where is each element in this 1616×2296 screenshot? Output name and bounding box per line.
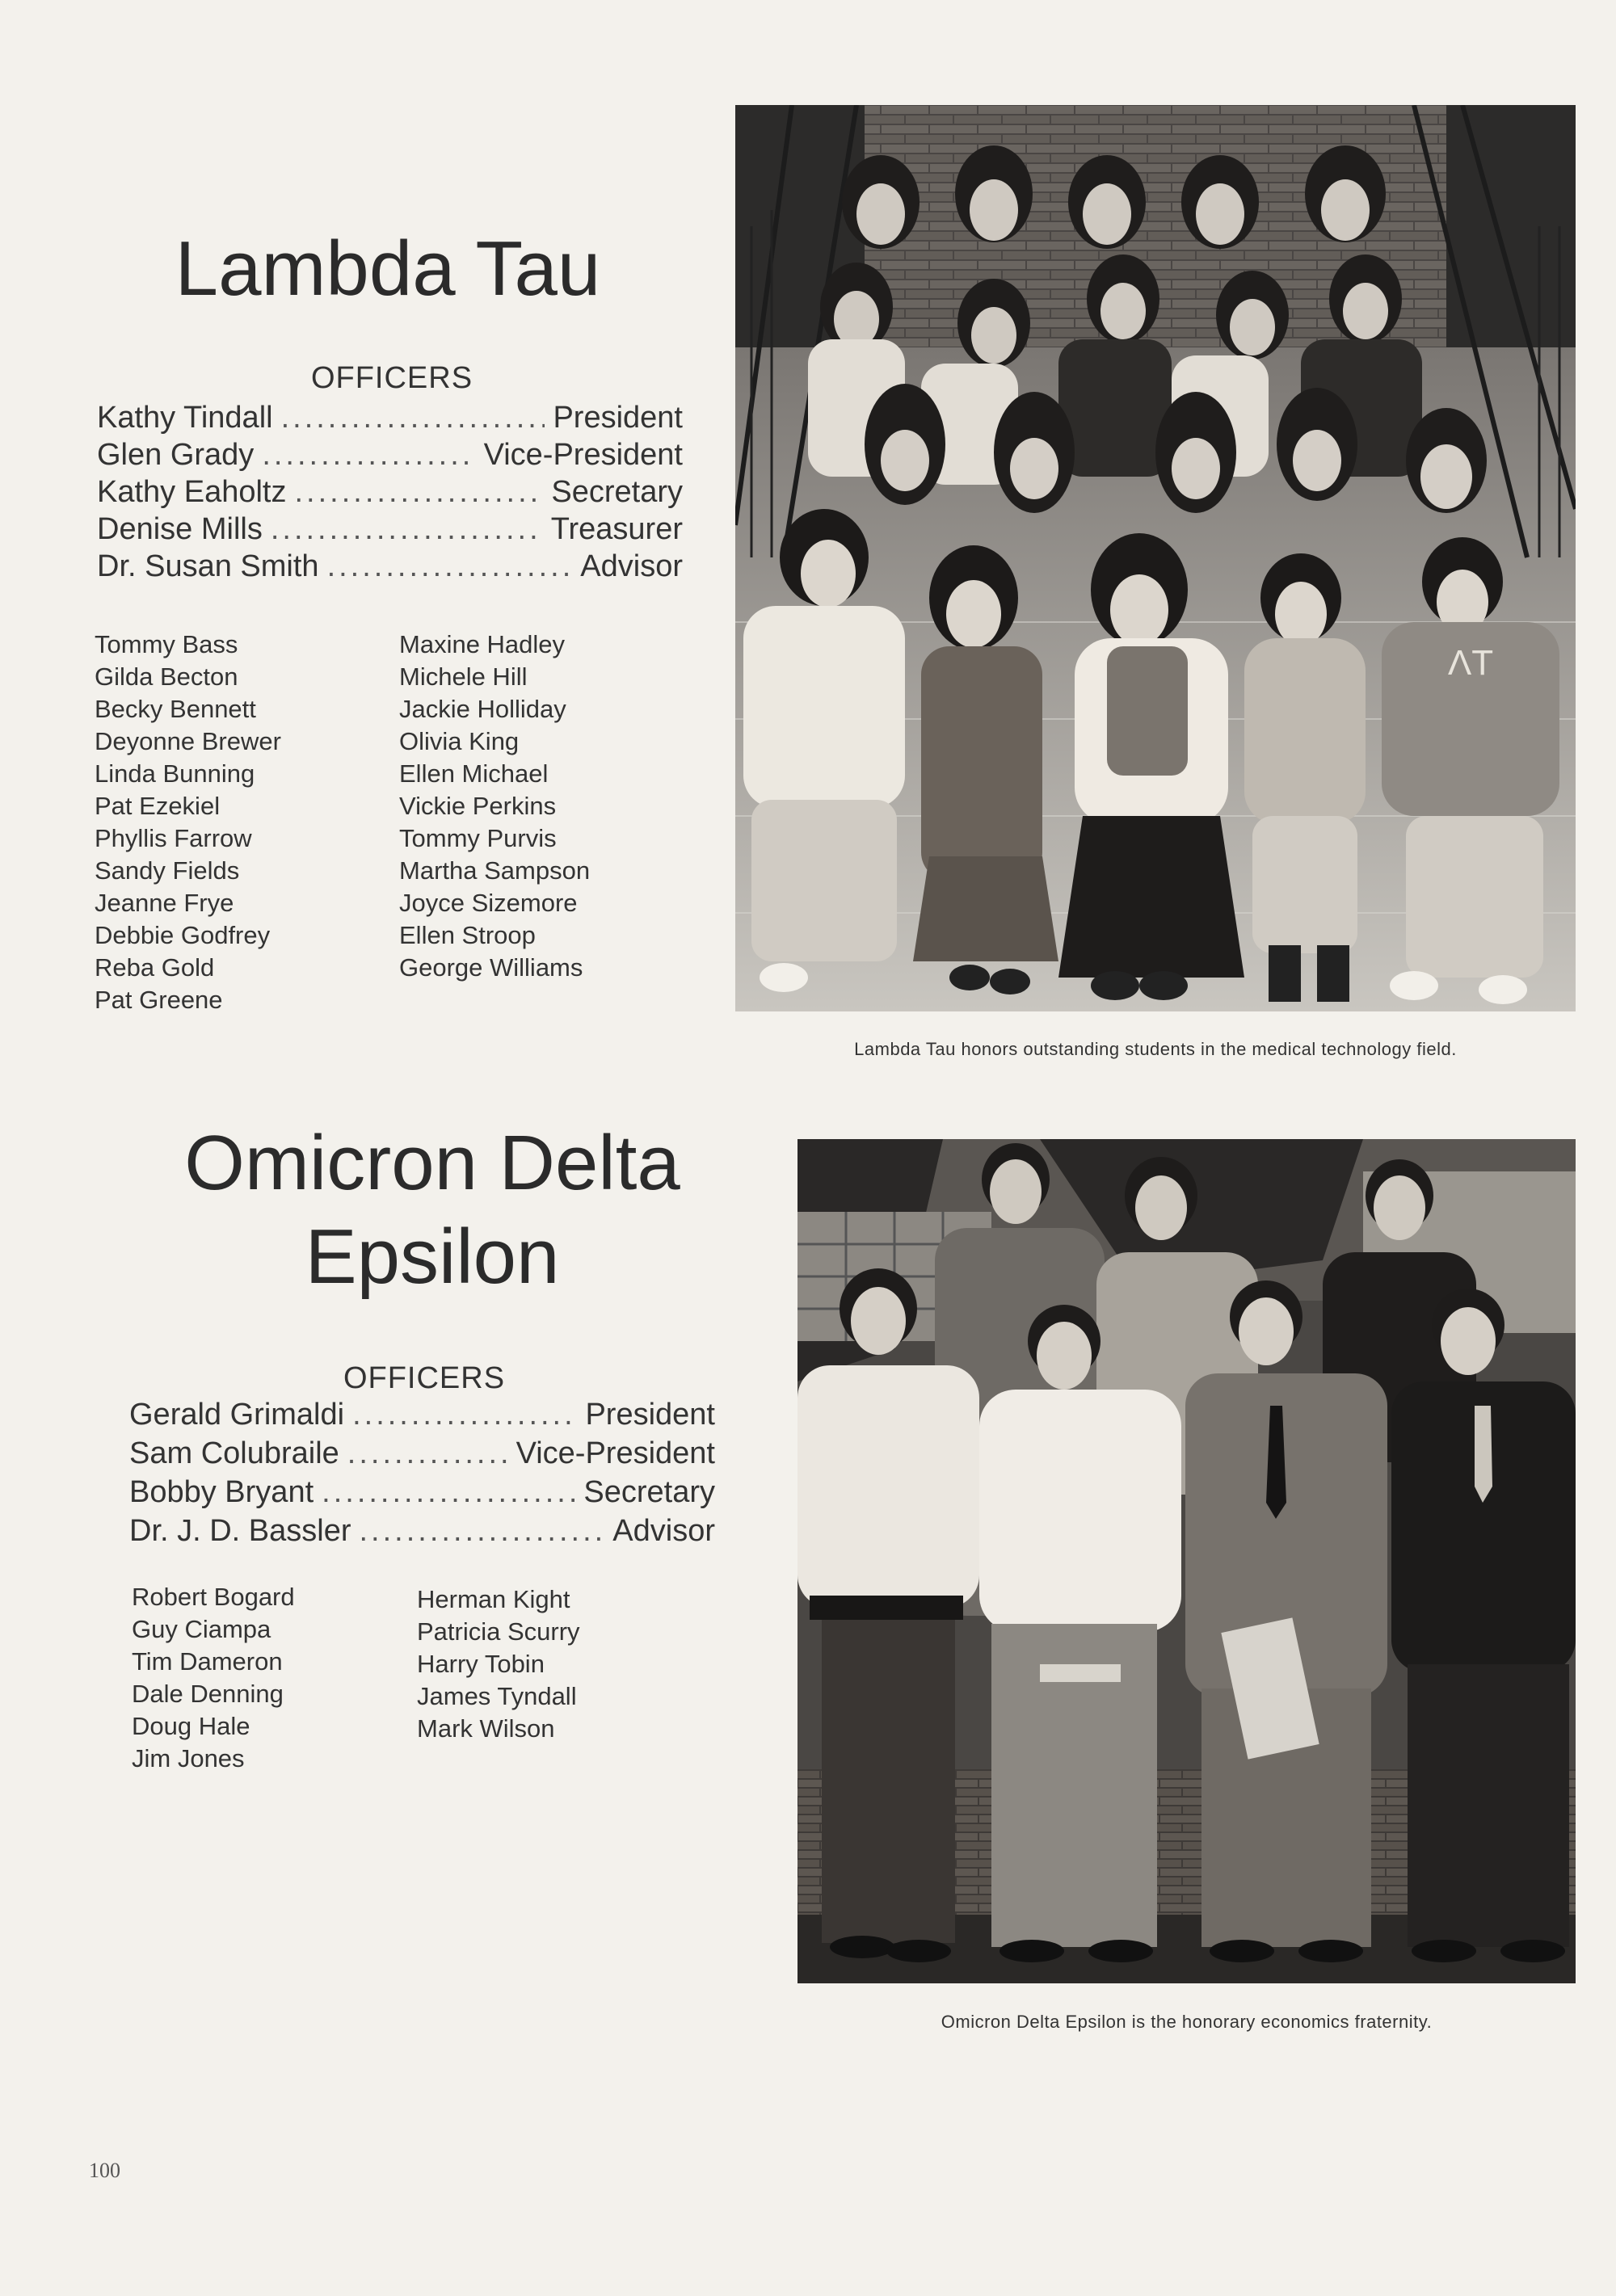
lambda-tau-members-col2 bbox=[399, 629, 590, 984]
officer-row bbox=[97, 401, 683, 438]
member-name: Debbie Godfrey bbox=[95, 921, 271, 949]
member-name: Linda Bunning bbox=[95, 759, 255, 788]
member-name: Pat Greene bbox=[95, 986, 223, 1014]
officer-name: Bobby Bryant bbox=[129, 1475, 314, 1509]
omicron-members-col2 bbox=[417, 1583, 580, 1745]
omicron-title bbox=[121, 1119, 743, 1302]
shirt-letters: ΛT bbox=[1447, 643, 1494, 683]
member-name: Patricia Scurry bbox=[417, 1617, 580, 1646]
member-name: Phyllis Farrow bbox=[95, 824, 252, 852]
lambda-tau-officers-list bbox=[97, 401, 683, 587]
officer-name: Sam Colubraile bbox=[129, 1436, 339, 1470]
member-name: Ellen Stroop bbox=[399, 921, 536, 949]
member-name: Vickie Perkins bbox=[399, 792, 557, 820]
member-name: Jeanne Frye bbox=[95, 889, 234, 917]
lambda-tau-officers-heading: OFFICERS bbox=[310, 361, 473, 395]
member-name: Ellen Michael bbox=[399, 759, 549, 788]
lambda-tau-members-col1 bbox=[95, 629, 281, 1016]
officer-role: President bbox=[553, 401, 683, 435]
officer-name: Kathy Tindall bbox=[97, 401, 273, 435]
officer-row bbox=[97, 438, 683, 475]
officer-role: Secretary bbox=[583, 1475, 715, 1509]
officer-role: Vice-President bbox=[516, 1436, 715, 1470]
member-name: Becky Bennett bbox=[95, 695, 256, 723]
member-name: Guy Ciampa bbox=[132, 1615, 271, 1643]
officer-name: Dr. Susan Smith bbox=[97, 549, 319, 583]
page-number: 100 bbox=[89, 2159, 120, 2182]
officer-role: President bbox=[585, 1398, 715, 1432]
member-name: Sandy Fields bbox=[95, 856, 240, 885]
member-name: Olivia King bbox=[399, 727, 520, 755]
officer-row bbox=[129, 1475, 715, 1514]
member-name: Tommy Bass bbox=[95, 630, 238, 658]
member-name: Reba Gold bbox=[95, 953, 215, 982]
lambda-tau-title: Lambda Tau bbox=[175, 225, 601, 312]
member-name: Martha Sampson bbox=[399, 856, 591, 885]
officer-name: Gerald Grimaldi bbox=[129, 1398, 345, 1432]
lambda-tau-caption: Lambda Tau honors outstanding students in the medical technology field. bbox=[854, 1039, 1457, 1059]
officer-role: Treasurer bbox=[550, 512, 683, 546]
officer-name: Kathy Eaholtz bbox=[97, 475, 287, 509]
officer-role: Secretary bbox=[551, 475, 683, 509]
member-name: Tim Dameron bbox=[132, 1647, 283, 1676]
officer-name: Dr. J. D. Bassler bbox=[129, 1514, 351, 1548]
omicron-title-line1: Omicron Delta bbox=[184, 1120, 680, 1206]
lambda-tau-group-photo bbox=[735, 105, 1576, 1011]
officer-row bbox=[129, 1514, 715, 1553]
officer-role: Advisor bbox=[580, 549, 683, 583]
member-name: Gilda Becton bbox=[95, 662, 238, 691]
officer-row bbox=[97, 512, 683, 549]
group-photo-illustration bbox=[797, 1139, 1576, 1983]
member-name: Herman Kight bbox=[417, 1585, 570, 1613]
member-name: James Tyndall bbox=[417, 1682, 577, 1710]
group-photo-illustration bbox=[735, 105, 1576, 1011]
omicron-title-line2: Epsilon bbox=[305, 1213, 560, 1301]
omicron-officers-list bbox=[129, 1398, 715, 1553]
omicron-group-photo bbox=[797, 1139, 1576, 1983]
officer-row bbox=[97, 475, 683, 512]
member-name: Dale Denning bbox=[132, 1680, 284, 1708]
officer-row bbox=[129, 1436, 715, 1475]
member-name: Jim Jones bbox=[132, 1744, 245, 1772]
officer-role: Advisor bbox=[612, 1514, 715, 1548]
member-name: Doug Hale bbox=[132, 1712, 250, 1740]
member-name: Mark Wilson bbox=[417, 1714, 555, 1743]
officer-role: Vice-President bbox=[483, 438, 683, 472]
member-name: George Williams bbox=[399, 953, 583, 982]
member-name: Michele Hill bbox=[399, 662, 528, 691]
omicron-caption: Omicron Delta Epsilon is the honorary economics fraternity. bbox=[941, 2012, 1433, 2032]
member-name: Jackie Holliday bbox=[399, 695, 566, 723]
member-name: Maxine Hadley bbox=[399, 630, 566, 658]
member-name: Robert Bogard bbox=[132, 1583, 295, 1611]
member-name: Joyce Sizemore bbox=[399, 889, 578, 917]
member-name: Tommy Purvis bbox=[399, 824, 557, 852]
member-name: Deyonne Brewer bbox=[95, 727, 281, 755]
officer-name: Denise Mills bbox=[97, 512, 263, 546]
member-name: Pat Ezekiel bbox=[95, 792, 221, 820]
officer-row bbox=[129, 1398, 715, 1436]
omicron-officers-heading: OFFICERS bbox=[343, 1361, 506, 1395]
officer-name: Glen Grady bbox=[97, 438, 255, 472]
omicron-members-col1 bbox=[132, 1581, 295, 1775]
officer-row bbox=[97, 549, 683, 587]
member-name: Harry Tobin bbox=[417, 1650, 545, 1678]
